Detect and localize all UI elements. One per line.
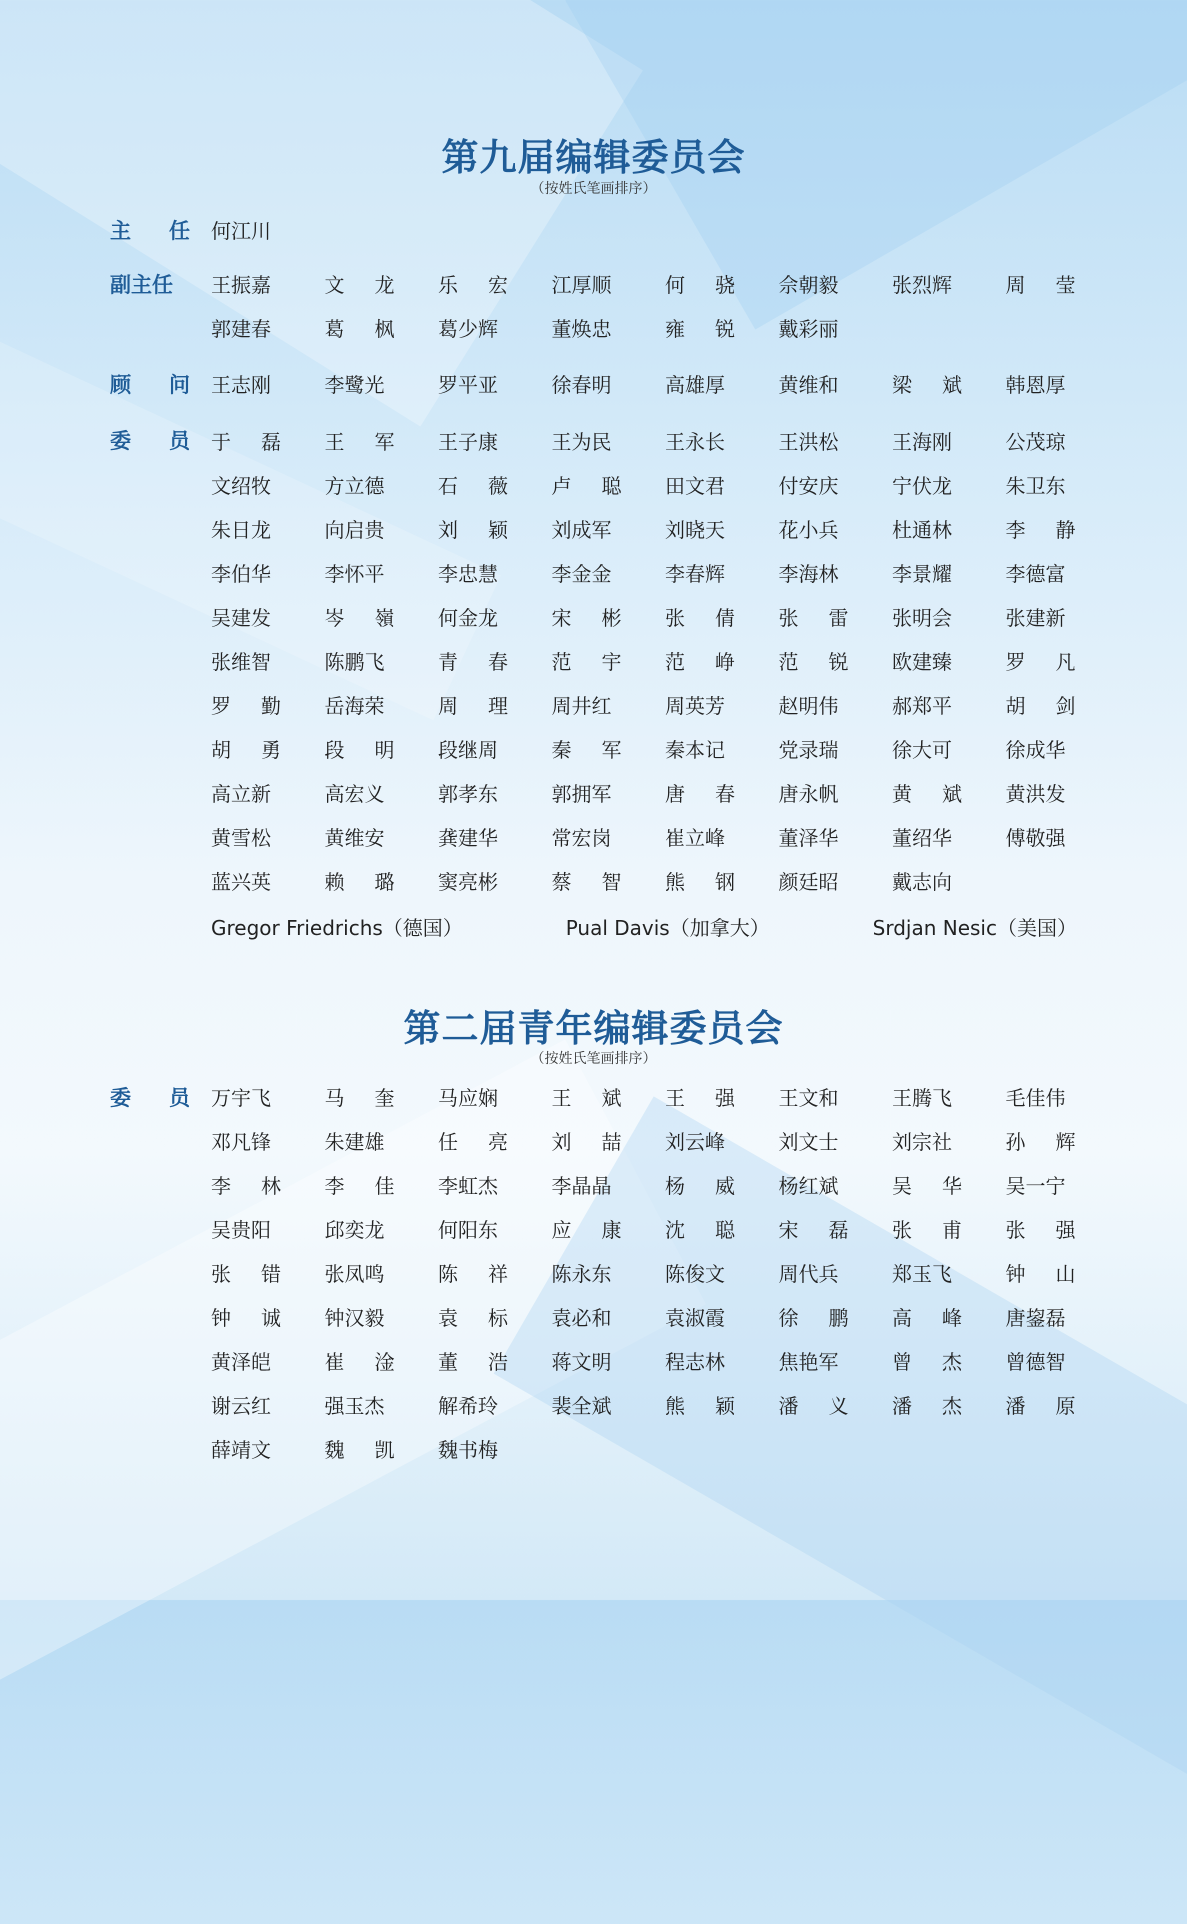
person-name: 熊 钢 bbox=[665, 870, 735, 894]
person-name: 徐春明 bbox=[551, 373, 612, 397]
name-row bbox=[211, 1296, 1119, 1340]
person-name: 范 宇 bbox=[551, 650, 622, 674]
person-name: 赵明伟 bbox=[778, 694, 839, 718]
person-name: 江厚顺 bbox=[551, 273, 612, 297]
person-name: 卢 聪 bbox=[551, 474, 622, 498]
role-char: 主 bbox=[131, 273, 152, 297]
person-name: 黄维和 bbox=[778, 373, 839, 397]
name-row bbox=[211, 1428, 1119, 1472]
person-name: 蓝兴英 bbox=[211, 870, 271, 894]
person-name: 马应娴 bbox=[438, 1086, 498, 1110]
person-name: 郭孝东 bbox=[438, 782, 498, 806]
person-name: 张 强 bbox=[1005, 1218, 1076, 1242]
director-role-label bbox=[110, 218, 190, 244]
name-row bbox=[211, 1252, 1119, 1296]
person-name: 文绍牧 bbox=[211, 474, 271, 498]
person-name: 刘 颖 bbox=[438, 518, 508, 542]
person-name: 王 军 bbox=[324, 430, 395, 454]
person-name: 魏 凯 bbox=[324, 1438, 395, 1462]
role-char: 任 bbox=[152, 273, 173, 297]
person-name: 黄维安 bbox=[324, 826, 385, 850]
person-name: 谢云红 bbox=[211, 1394, 271, 1418]
person-name: 裴全斌 bbox=[551, 1394, 612, 1418]
role-char: 员 bbox=[169, 1086, 190, 1110]
person-name: 罗 勤 bbox=[211, 694, 281, 718]
name-row bbox=[211, 464, 1119, 508]
name-row bbox=[211, 1164, 1119, 1208]
person-name: 钟汉毅 bbox=[324, 1306, 385, 1330]
foreign-member-name: Gregor Friedrichs（德国） bbox=[211, 915, 463, 940]
person-name: 孙 辉 bbox=[1005, 1130, 1076, 1154]
person-name: 高立新 bbox=[211, 782, 271, 806]
person-name: 周英芳 bbox=[665, 694, 725, 718]
person-name: 李春辉 bbox=[665, 562, 725, 586]
name-row bbox=[211, 860, 1119, 904]
person-name: 石 薇 bbox=[438, 474, 508, 498]
person-name: 范 峥 bbox=[665, 650, 735, 674]
person-name: 高 峰 bbox=[892, 1306, 962, 1330]
name-row bbox=[211, 307, 1119, 351]
person-name: 王 斌 bbox=[551, 1086, 622, 1110]
name-row bbox=[211, 1076, 1119, 1120]
person-name: 潘 杰 bbox=[892, 1394, 962, 1418]
person-name: 秦本记 bbox=[665, 738, 725, 762]
person-name: 张维智 bbox=[211, 650, 271, 674]
person-name: 高雄厚 bbox=[665, 373, 725, 397]
role-char: 主 bbox=[110, 219, 131, 243]
vice-director-list bbox=[211, 263, 1119, 351]
person-name: 王志刚 bbox=[211, 373, 271, 397]
name-row bbox=[211, 596, 1119, 640]
person-name: 赖 璐 bbox=[324, 870, 395, 894]
person-name: 陈俊文 bbox=[665, 1262, 725, 1286]
ninth-board-title: 第九届编辑委员会 bbox=[441, 136, 746, 179]
role-char: 副 bbox=[110, 273, 131, 297]
person-name: 周 理 bbox=[438, 694, 508, 718]
person-name: 李晶晶 bbox=[551, 1174, 612, 1198]
youth-member-list bbox=[211, 1076, 1119, 1472]
person-name: 王振嘉 bbox=[211, 273, 271, 297]
person-name: 张烈辉 bbox=[892, 273, 952, 297]
person-name: 宁伏龙 bbox=[892, 474, 952, 498]
youth-member-role-label bbox=[110, 1085, 190, 1111]
person-name: 潘 义 bbox=[778, 1394, 849, 1418]
person-name: 付安庆 bbox=[778, 474, 839, 498]
name-row bbox=[211, 1340, 1119, 1384]
person-name: 蒋文明 bbox=[551, 1350, 612, 1374]
person-name: 马 奎 bbox=[324, 1086, 395, 1110]
person-name: 高宏义 bbox=[324, 782, 385, 806]
person-name: 欧建臻 bbox=[892, 650, 952, 674]
person-name: 吴一宁 bbox=[1005, 1174, 1066, 1198]
person-name: 魏书梅 bbox=[438, 1438, 498, 1462]
person-name: 钟 山 bbox=[1005, 1262, 1076, 1286]
person-name: 佘朝毅 bbox=[778, 273, 839, 297]
person-name: 党录瑞 bbox=[778, 738, 839, 762]
person-name: 窦亮彬 bbox=[438, 870, 498, 894]
ninth-board-subtitle: （按姓氏笔画排序） bbox=[530, 181, 657, 197]
person-name: 李海林 bbox=[778, 562, 839, 586]
name-row bbox=[211, 363, 1119, 407]
person-name: 方立德 bbox=[324, 474, 385, 498]
person-name: 唐鋆磊 bbox=[1005, 1306, 1066, 1330]
person-name: 董 浩 bbox=[438, 1350, 508, 1374]
person-name: 何阳东 bbox=[438, 1218, 498, 1242]
person-name: 向启贵 bbox=[324, 518, 385, 542]
person-name: 张凤鸣 bbox=[324, 1262, 385, 1286]
person-name: 崔立峰 bbox=[665, 826, 725, 850]
role-char: 员 bbox=[169, 429, 190, 453]
person-name: 毛佳伟 bbox=[1005, 1086, 1066, 1110]
name-row bbox=[211, 816, 1119, 860]
person-name: 王为民 bbox=[551, 430, 612, 454]
person-name: 应 康 bbox=[551, 1218, 622, 1242]
person-name: 刘成军 bbox=[551, 518, 612, 542]
person-name: 解希玲 bbox=[438, 1394, 498, 1418]
role-char: 问 bbox=[169, 373, 190, 397]
name-row bbox=[211, 1384, 1119, 1428]
person-name: 常宏岗 bbox=[551, 826, 612, 850]
person-name: 潘 原 bbox=[1005, 1394, 1076, 1418]
person-name: 王子康 bbox=[438, 430, 498, 454]
person-name: 刘晓天 bbox=[665, 518, 725, 542]
person-name: 邓凡锋 bbox=[211, 1130, 271, 1154]
person-name: 李 林 bbox=[211, 1174, 281, 1198]
person-name: 罗 凡 bbox=[1005, 650, 1076, 674]
person-name: 周 莹 bbox=[1005, 273, 1076, 297]
person-name: 杨红斌 bbox=[778, 1174, 839, 1198]
foreign-member-name: Pual Davis（加拿大） bbox=[565, 915, 770, 940]
person-name: 李鹭光 bbox=[324, 373, 385, 397]
person-name: 黄 斌 bbox=[892, 782, 962, 806]
person-name: 郝郑平 bbox=[892, 694, 952, 718]
name-row bbox=[211, 1120, 1119, 1164]
person-name: 杨 威 bbox=[665, 1174, 735, 1198]
youth-board-subtitle: （按姓氏笔画排序） bbox=[530, 1051, 657, 1067]
person-name: 徐 鹏 bbox=[778, 1306, 849, 1330]
name-row bbox=[211, 640, 1119, 684]
person-name: 袁 标 bbox=[438, 1306, 508, 1330]
person-name: 胡 剑 bbox=[1005, 694, 1076, 718]
person-name: 崔 淦 bbox=[324, 1350, 395, 1374]
person-name: 李 佳 bbox=[324, 1174, 395, 1198]
name-row bbox=[211, 684, 1119, 728]
advisor-role-label bbox=[110, 372, 190, 398]
person-name: 王腾飞 bbox=[892, 1086, 952, 1110]
person-name: 黄泽皑 bbox=[211, 1350, 271, 1374]
person-name: 邱奕龙 bbox=[324, 1218, 385, 1242]
person-name: 袁淑霞 bbox=[665, 1306, 725, 1330]
person-name: 葛 枫 bbox=[324, 317, 395, 341]
role-char: 委 bbox=[110, 1086, 131, 1110]
person-name: 董绍华 bbox=[892, 826, 952, 850]
name-row bbox=[211, 772, 1119, 816]
person-name: 黄洪发 bbox=[1005, 782, 1066, 806]
person-name: 王永长 bbox=[665, 430, 725, 454]
person-name: 董泽华 bbox=[778, 826, 839, 850]
person-name: 乐 宏 bbox=[438, 273, 508, 297]
role-char: 任 bbox=[169, 219, 190, 243]
person-name: 强玉杰 bbox=[324, 1394, 385, 1418]
person-name: 任 亮 bbox=[438, 1130, 508, 1154]
person-name: 吴贵阳 bbox=[211, 1218, 271, 1242]
name-row bbox=[211, 420, 1119, 464]
person-name: 李怀平 bbox=[324, 562, 385, 586]
person-name: 花小兵 bbox=[778, 518, 839, 542]
role-char: 顾 bbox=[110, 373, 131, 397]
name-row bbox=[211, 263, 1119, 307]
person-name: 刘云峰 bbox=[665, 1130, 725, 1154]
person-name: 朱卫东 bbox=[1005, 474, 1066, 498]
person-name: 李 静 bbox=[1005, 518, 1076, 542]
person-name: 胡 勇 bbox=[211, 738, 281, 762]
person-name: 李景耀 bbox=[892, 562, 952, 586]
person-name: 段 明 bbox=[324, 738, 395, 762]
person-name: 雍 锐 bbox=[665, 317, 735, 341]
person-name: 何 骁 bbox=[665, 273, 735, 297]
person-name: 颜廷昭 bbox=[778, 870, 839, 894]
person-name: 葛少辉 bbox=[438, 317, 498, 341]
person-name: 陈鹏飞 bbox=[324, 650, 385, 674]
person-name: 薛靖文 bbox=[211, 1438, 271, 1462]
person-name: 唐 春 bbox=[665, 782, 735, 806]
person-name: 戴志向 bbox=[892, 870, 952, 894]
director-list bbox=[211, 209, 325, 253]
person-name: 吴 华 bbox=[892, 1174, 962, 1198]
person-name: 梁 斌 bbox=[892, 373, 962, 397]
person-name: 何金龙 bbox=[438, 606, 498, 630]
person-name: 张 倩 bbox=[665, 606, 735, 630]
person-name: 张 错 bbox=[211, 1262, 281, 1286]
person-name: 徐成华 bbox=[1005, 738, 1066, 762]
person-name: 周代兵 bbox=[778, 1262, 839, 1286]
person-name: 李金金 bbox=[551, 562, 612, 586]
person-name: 龚建华 bbox=[438, 826, 498, 850]
person-name: 郭建春 bbox=[211, 317, 271, 341]
person-name: 王文和 bbox=[778, 1086, 839, 1110]
person-name: 岑 嶺 bbox=[324, 606, 395, 630]
name-row bbox=[211, 1208, 1119, 1252]
person-name: 郭拥军 bbox=[551, 782, 612, 806]
person-name: 王洪松 bbox=[778, 430, 839, 454]
person-name: 曾德智 bbox=[1005, 1350, 1066, 1374]
person-name: 唐永帆 bbox=[778, 782, 839, 806]
name-row bbox=[211, 209, 325, 253]
person-name: 公茂琼 bbox=[1005, 430, 1066, 454]
person-name: 王海刚 bbox=[892, 430, 952, 454]
youth-board-title: 第二届青年编辑委员会 bbox=[403, 1007, 784, 1050]
person-name: 李德富 bbox=[1005, 562, 1066, 586]
person-name: 杜通林 bbox=[892, 518, 952, 542]
foreign-member-row bbox=[211, 904, 1077, 948]
person-name: 李伯华 bbox=[211, 562, 271, 586]
person-name: 董焕忠 bbox=[551, 317, 612, 341]
person-name: 傅敬强 bbox=[1005, 826, 1066, 850]
person-name: 何江川 bbox=[211, 219, 271, 243]
person-name: 刘文士 bbox=[778, 1130, 839, 1154]
person-name: 李虹杰 bbox=[438, 1174, 498, 1198]
person-name: 张 甫 bbox=[892, 1218, 962, 1242]
vice-director-role-label bbox=[110, 272, 190, 298]
person-name: 宋 磊 bbox=[778, 1218, 849, 1242]
person-name: 曾 杰 bbox=[892, 1350, 962, 1374]
person-name: 戴彩丽 bbox=[778, 317, 839, 341]
person-name: 张明会 bbox=[892, 606, 952, 630]
person-name: 秦 军 bbox=[551, 738, 622, 762]
person-name: 于 磊 bbox=[211, 430, 281, 454]
member-list bbox=[211, 420, 1119, 948]
role-char: 委 bbox=[110, 429, 131, 453]
person-name: 郑玉飞 bbox=[892, 1262, 952, 1286]
person-name: 吴建发 bbox=[211, 606, 271, 630]
person-name: 焦艳军 bbox=[778, 1350, 839, 1374]
name-row bbox=[211, 552, 1119, 596]
person-name: 张建新 bbox=[1005, 606, 1066, 630]
person-name: 万宇飞 bbox=[211, 1086, 271, 1110]
person-name: 陈永东 bbox=[551, 1262, 612, 1286]
person-name: 周井红 bbox=[551, 694, 612, 718]
person-name: 田文君 bbox=[665, 474, 725, 498]
person-name: 熊 颖 bbox=[665, 1394, 735, 1418]
person-name: 段继周 bbox=[438, 738, 498, 762]
person-name: 程志林 bbox=[665, 1350, 725, 1374]
person-name: 韩恩厚 bbox=[1005, 373, 1066, 397]
person-name: 刘宗社 bbox=[892, 1130, 952, 1154]
person-name: 李忠慧 bbox=[438, 562, 498, 586]
person-name: 朱建雄 bbox=[324, 1130, 385, 1154]
person-name: 范 锐 bbox=[778, 650, 849, 674]
member-role-label bbox=[110, 428, 190, 454]
person-name: 宋 彬 bbox=[551, 606, 622, 630]
person-name: 岳海荣 bbox=[324, 694, 385, 718]
name-row bbox=[211, 728, 1119, 772]
person-name: 张 雷 bbox=[778, 606, 849, 630]
person-name: 青 春 bbox=[438, 650, 508, 674]
person-name: 徐大可 bbox=[892, 738, 952, 762]
person-name: 袁必和 bbox=[551, 1306, 612, 1330]
person-name: 罗平亚 bbox=[438, 373, 498, 397]
person-name: 王 强 bbox=[665, 1086, 735, 1110]
person-name: 黄雪松 bbox=[211, 826, 271, 850]
advisor-list bbox=[211, 363, 1119, 407]
person-name: 陈 祥 bbox=[438, 1262, 508, 1286]
person-name: 沈 聪 bbox=[665, 1218, 735, 1242]
person-name: 朱日龙 bbox=[211, 518, 271, 542]
name-row bbox=[211, 508, 1119, 552]
person-name: 刘 喆 bbox=[551, 1130, 622, 1154]
person-name: 文 龙 bbox=[324, 273, 395, 297]
foreign-member-name: Srdjan Nesic（美国） bbox=[872, 915, 1077, 940]
person-name: 蔡 智 bbox=[551, 870, 622, 894]
person-name: 钟 诚 bbox=[211, 1306, 281, 1330]
